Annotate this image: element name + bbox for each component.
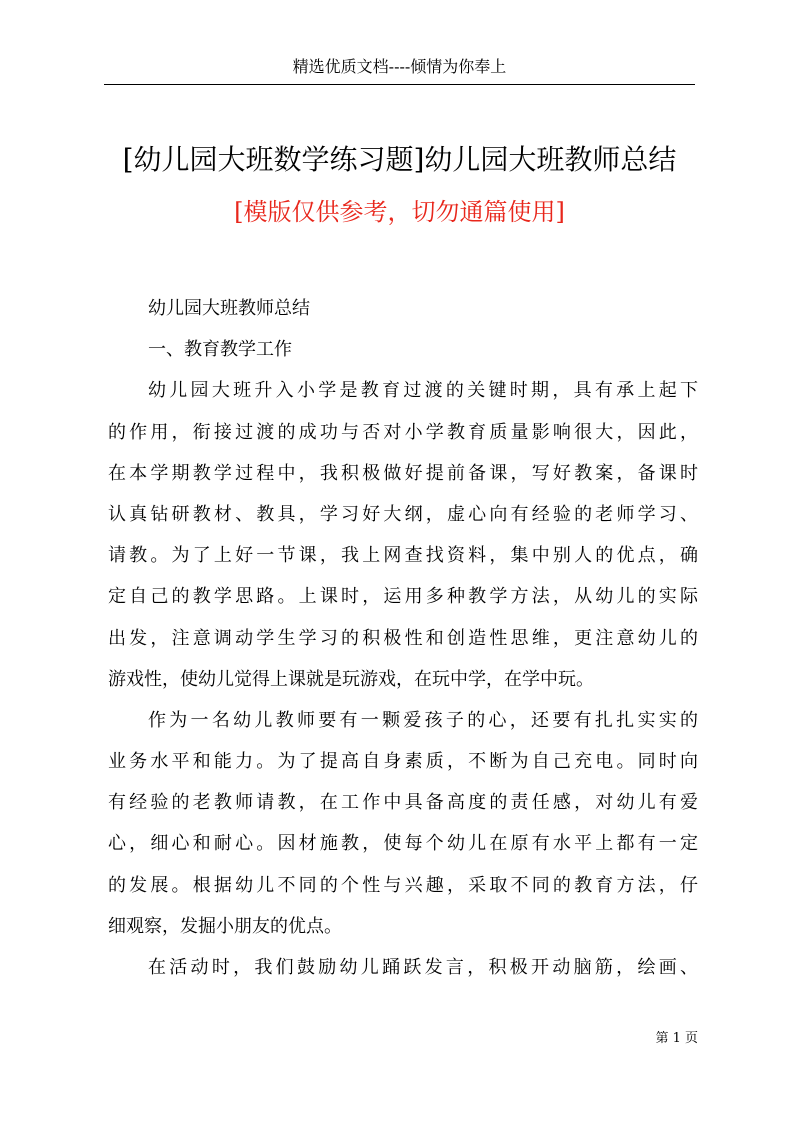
paragraph-line: 作为一名幼儿教师要有一颗爱孩子的心，还要有扎扎实实的 [148, 709, 698, 731]
paragraph-line: 游戏性，使幼儿觉得上课就是玩游戏，在玩中学，在学中玩。 [108, 668, 594, 690]
section-heading: 一、教育教学工作 [148, 339, 292, 361]
paragraph-line: 的发展。根据幼儿不同的个性与兴趣，采取不同的教育方法，仔 [108, 874, 698, 896]
page-header: 精选优质文档----倾情为你奉上 [292, 57, 507, 76]
document-body [108, 288, 698, 988]
document-subtitle: [模版仅供参考，切勿通篇使用] [234, 198, 565, 226]
paragraph-line: 在活动时，我们鼓励幼儿踊跃发言，积极开动脑筋，绘画、 [148, 957, 698, 978]
paragraph-line: 细观察，发掘小朋友的优点。 [108, 915, 342, 937]
page-number: 第 1 页 [655, 1031, 698, 1046]
body-heading: 幼儿园大班教师总结 [148, 298, 310, 319]
paragraph-line: 出发，注意调动学生学习的积极性和创造性思维，更注意幼儿的 [108, 627, 698, 649]
paragraph-line: 请教。为了上好一节课，我上网查找资料，集中别人的优点，确 [108, 545, 698, 567]
paragraph-line: 业务水平和能力。为了提高自身素质，不断为自己充电。同时向 [108, 751, 698, 773]
paragraph-line: 在本学期教学过程中，我积极做好提前备课，写好教案，备课时 [108, 462, 698, 484]
paragraph-line: 定自己的教学思路。上课时，运用多种教学方法，从幼儿的实际 [108, 586, 698, 608]
paragraph-line: 心，细心和耐心。因材施教，使每个幼儿在原有水平上都有一定 [108, 833, 698, 855]
document-title: [幼儿园大班数学练习题]幼儿园大班教师总结 [122, 143, 677, 176]
paragraph-line: 有经验的老教师请教，在工作中具备高度的责任感，对幼儿有爱 [108, 792, 698, 814]
paragraph-line: 的作用，衔接过渡的成功与否对小学教育质量影响很大，因此， [108, 421, 698, 443]
header-divider [104, 84, 695, 85]
paragraph-line: 认真钻研教材、教具，学习好大纲，虚心向有经验的老师学习、 [108, 503, 698, 525]
paragraph-line: 幼儿园大班升入小学是教育过渡的关键时期，具有承上起下 [148, 380, 698, 402]
